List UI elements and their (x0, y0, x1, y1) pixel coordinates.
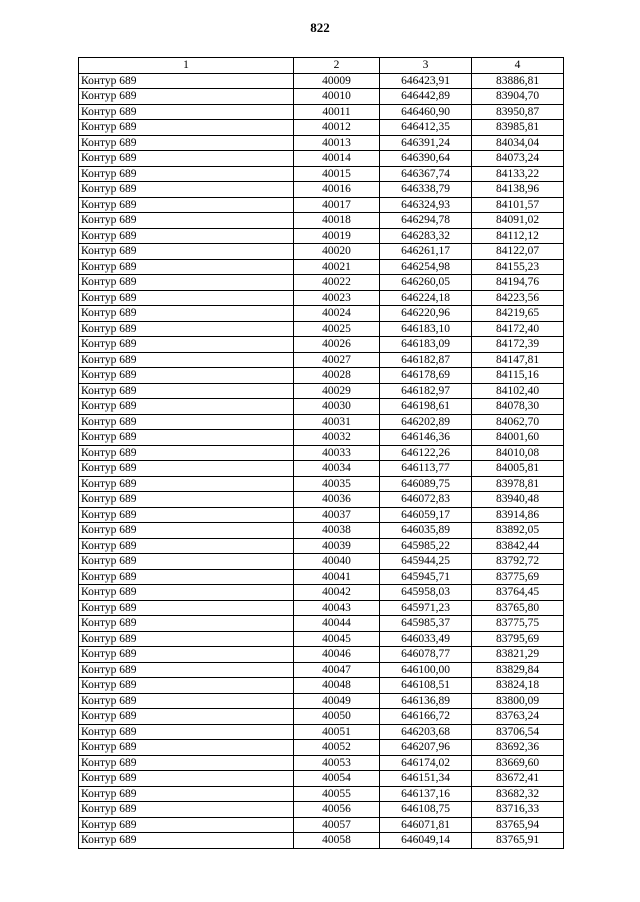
cell-coordinate-y: 84078,30 (472, 399, 564, 415)
cell-coordinate-x: 646089,75 (380, 476, 472, 492)
table-row (79, 693, 564, 709)
cell-coordinate-x: 646174,02 (380, 755, 472, 771)
cell-coordinate-x: 646324,93 (380, 197, 472, 213)
cell-contour-name: Контур 689 (79, 616, 294, 632)
cell-coordinate-y: 84101,57 (472, 197, 564, 213)
cell-contour-name: Контур 689 (79, 786, 294, 802)
cell-coordinate-y: 83800,09 (472, 693, 564, 709)
table-row (79, 771, 564, 787)
cell-coordinate-x: 646220,96 (380, 306, 472, 322)
cell-coordinate-y: 84147,81 (472, 352, 564, 368)
cell-point-number: 40012 (294, 120, 380, 136)
cell-contour-name: Контур 689 (79, 538, 294, 554)
table-row (79, 182, 564, 198)
cell-coordinate-x: 646183,09 (380, 337, 472, 353)
cell-contour-name: Контур 689 (79, 182, 294, 198)
cell-coordinate-y: 83842,44 (472, 538, 564, 554)
cell-point-number: 40053 (294, 755, 380, 771)
cell-point-number: 40010 (294, 89, 380, 105)
cell-coordinate-x: 646182,87 (380, 352, 472, 368)
cell-point-number: 40044 (294, 616, 380, 632)
table-row (79, 476, 564, 492)
table-row (79, 755, 564, 771)
table-row (79, 73, 564, 89)
table-row (79, 166, 564, 182)
cell-contour-name: Контур 689 (79, 709, 294, 725)
cell-contour-name: Контур 689 (79, 693, 294, 709)
table-row (79, 89, 564, 105)
column-header: 4 (472, 58, 564, 74)
cell-point-number: 40054 (294, 771, 380, 787)
cell-coordinate-x: 645944,25 (380, 554, 472, 570)
cell-coordinate-y: 84194,76 (472, 275, 564, 291)
cell-coordinate-x: 646260,05 (380, 275, 472, 291)
table-row (79, 399, 564, 415)
cell-coordinate-x: 646294,78 (380, 213, 472, 229)
cell-coordinate-x: 646151,34 (380, 771, 472, 787)
table-body (79, 73, 564, 848)
table-row (79, 321, 564, 337)
table-row (79, 616, 564, 632)
cell-coordinate-x: 646136,89 (380, 693, 472, 709)
cell-point-number: 40055 (294, 786, 380, 802)
cell-point-number: 40017 (294, 197, 380, 213)
cell-contour-name: Контур 689 (79, 569, 294, 585)
table-row (79, 709, 564, 725)
cell-coordinate-y: 84172,39 (472, 337, 564, 353)
cell-point-number: 40058 (294, 833, 380, 849)
cell-contour-name: Контур 689 (79, 213, 294, 229)
cell-coordinate-y: 84112,12 (472, 228, 564, 244)
cell-point-number: 40026 (294, 337, 380, 353)
cell-contour-name: Контур 689 (79, 244, 294, 260)
cell-point-number: 40019 (294, 228, 380, 244)
cell-point-number: 40018 (294, 213, 380, 229)
cell-point-number: 40047 (294, 662, 380, 678)
cell-point-number: 40013 (294, 135, 380, 151)
cell-coordinate-y: 84102,40 (472, 383, 564, 399)
column-header: 1 (79, 58, 294, 74)
cell-point-number: 40014 (294, 151, 380, 167)
cell-contour-name: Контур 689 (79, 461, 294, 477)
table-row (79, 600, 564, 616)
cell-contour-name: Контур 689 (79, 430, 294, 446)
table-row (79, 383, 564, 399)
cell-coordinate-y: 83765,94 (472, 817, 564, 833)
cell-coordinate-x: 646035,89 (380, 523, 472, 539)
cell-contour-name: Контур 689 (79, 73, 294, 89)
cell-coordinate-x: 646100,00 (380, 662, 472, 678)
coordinates-table (78, 57, 564, 849)
cell-point-number: 40028 (294, 368, 380, 384)
cell-point-number: 40043 (294, 600, 380, 616)
table-row (79, 306, 564, 322)
cell-coordinate-y: 83914,86 (472, 507, 564, 523)
cell-coordinate-y: 84122,07 (472, 244, 564, 260)
cell-point-number: 40020 (294, 244, 380, 260)
cell-contour-name: Контур 689 (79, 600, 294, 616)
cell-point-number: 40016 (294, 182, 380, 198)
cell-point-number: 40034 (294, 461, 380, 477)
cell-contour-name: Контур 689 (79, 151, 294, 167)
table-row (79, 585, 564, 601)
cell-coordinate-x: 646412,35 (380, 120, 472, 136)
cell-coordinate-y: 83672,41 (472, 771, 564, 787)
cell-contour-name: Контур 689 (79, 678, 294, 694)
cell-coordinate-y: 84010,08 (472, 445, 564, 461)
cell-point-number: 40009 (294, 73, 380, 89)
cell-coordinate-x: 646338,79 (380, 182, 472, 198)
cell-coordinate-y: 83824,18 (472, 678, 564, 694)
cell-coordinate-x: 646122,26 (380, 445, 472, 461)
table-row (79, 523, 564, 539)
cell-coordinate-y: 84001,60 (472, 430, 564, 446)
cell-contour-name: Контур 689 (79, 662, 294, 678)
cell-contour-name: Контур 689 (79, 802, 294, 818)
cell-point-number: 40038 (294, 523, 380, 539)
cell-coordinate-x: 645971,23 (380, 600, 472, 616)
cell-contour-name: Контур 689 (79, 383, 294, 399)
cell-coordinate-x: 646108,75 (380, 802, 472, 818)
cell-contour-name: Контур 689 (79, 120, 294, 136)
cell-coordinate-y: 83978,81 (472, 476, 564, 492)
cell-contour-name: Контур 689 (79, 492, 294, 508)
cell-coordinate-x: 646059,17 (380, 507, 472, 523)
cell-contour-name: Контур 689 (79, 833, 294, 849)
table-row (79, 104, 564, 120)
cell-coordinate-x: 646203,68 (380, 724, 472, 740)
table-row (79, 662, 564, 678)
table-row (79, 244, 564, 260)
cell-coordinate-y: 83682,32 (472, 786, 564, 802)
cell-coordinate-x: 646254,98 (380, 259, 472, 275)
cell-point-number: 40041 (294, 569, 380, 585)
cell-coordinate-y: 83763,24 (472, 709, 564, 725)
table-row (79, 538, 564, 554)
cell-coordinate-y: 83775,75 (472, 616, 564, 632)
cell-coordinate-y: 83795,69 (472, 631, 564, 647)
cell-coordinate-x: 645985,22 (380, 538, 472, 554)
cell-contour-name: Контур 689 (79, 631, 294, 647)
cell-point-number: 40022 (294, 275, 380, 291)
cell-coordinate-y: 84172,40 (472, 321, 564, 337)
cell-coordinate-y: 83764,45 (472, 585, 564, 601)
cell-point-number: 40051 (294, 724, 380, 740)
cell-coordinate-x: 646078,77 (380, 647, 472, 663)
cell-coordinate-x: 646178,69 (380, 368, 472, 384)
cell-coordinate-y: 83792,72 (472, 554, 564, 570)
cell-contour-name: Контур 689 (79, 166, 294, 182)
cell-point-number: 40025 (294, 321, 380, 337)
cell-contour-name: Контур 689 (79, 352, 294, 368)
table-row (79, 368, 564, 384)
table-row (79, 228, 564, 244)
table-row (79, 135, 564, 151)
cell-coordinate-y: 83765,80 (472, 600, 564, 616)
cell-contour-name: Контур 689 (79, 740, 294, 756)
cell-point-number: 40011 (294, 104, 380, 120)
table-row (79, 492, 564, 508)
cell-point-number: 40023 (294, 290, 380, 306)
cell-coordinate-y: 83940,48 (472, 492, 564, 508)
cell-point-number: 40049 (294, 693, 380, 709)
table-row (79, 554, 564, 570)
cell-point-number: 40039 (294, 538, 380, 554)
cell-contour-name: Контур 689 (79, 724, 294, 740)
cell-contour-name: Контур 689 (79, 104, 294, 120)
page-number: 822 (310, 20, 330, 35)
cell-coordinate-y: 84138,96 (472, 182, 564, 198)
cell-point-number: 40015 (294, 166, 380, 182)
cell-coordinate-x: 646137,16 (380, 786, 472, 802)
table-row (79, 461, 564, 477)
cell-coordinate-y: 83706,54 (472, 724, 564, 740)
table-row (79, 631, 564, 647)
table-header-row (79, 58, 564, 74)
cell-contour-name: Контур 689 (79, 476, 294, 492)
cell-contour-name: Контур 689 (79, 197, 294, 213)
table-row (79, 786, 564, 802)
cell-point-number: 40035 (294, 476, 380, 492)
cell-point-number: 40029 (294, 383, 380, 399)
cell-coordinate-y: 83669,60 (472, 755, 564, 771)
cell-contour-name: Контур 689 (79, 647, 294, 663)
cell-coordinate-x: 646207,96 (380, 740, 472, 756)
cell-contour-name: Контур 689 (79, 321, 294, 337)
cell-point-number: 40021 (294, 259, 380, 275)
cell-coordinate-x: 646442,89 (380, 89, 472, 105)
cell-coordinate-y: 84155,23 (472, 259, 564, 275)
cell-coordinate-x: 646146,36 (380, 430, 472, 446)
cell-coordinate-y: 83950,87 (472, 104, 564, 120)
cell-contour-name: Контур 689 (79, 337, 294, 353)
cell-contour-name: Контур 689 (79, 275, 294, 291)
cell-point-number: 40048 (294, 678, 380, 694)
cell-coordinate-x: 645945,71 (380, 569, 472, 585)
cell-coordinate-x: 646390,64 (380, 151, 472, 167)
table-row (79, 445, 564, 461)
cell-coordinate-y: 83886,81 (472, 73, 564, 89)
table-row (79, 817, 564, 833)
cell-point-number: 40042 (294, 585, 380, 601)
cell-coordinate-y: 83692,36 (472, 740, 564, 756)
column-header: 3 (380, 58, 472, 74)
cell-point-number: 40027 (294, 352, 380, 368)
cell-point-number: 40040 (294, 554, 380, 570)
cell-coordinate-y: 83821,29 (472, 647, 564, 663)
cell-coordinate-x: 646460,90 (380, 104, 472, 120)
cell-contour-name: Контур 689 (79, 414, 294, 430)
cell-coordinate-y: 83892,05 (472, 523, 564, 539)
table-row (79, 337, 564, 353)
cell-coordinate-y: 83775,69 (472, 569, 564, 585)
cell-coordinate-x: 646198,61 (380, 399, 472, 415)
cell-contour-name: Контур 689 (79, 507, 294, 523)
cell-point-number: 40050 (294, 709, 380, 725)
cell-coordinate-y: 84133,22 (472, 166, 564, 182)
cell-contour-name: Контур 689 (79, 259, 294, 275)
cell-coordinate-x: 646283,32 (380, 228, 472, 244)
cell-coordinate-y: 83904,70 (472, 89, 564, 105)
cell-contour-name: Контур 689 (79, 368, 294, 384)
cell-point-number: 40057 (294, 817, 380, 833)
table-row (79, 259, 564, 275)
cell-contour-name: Контур 689 (79, 89, 294, 105)
cell-point-number: 40033 (294, 445, 380, 461)
table-row (79, 290, 564, 306)
cell-point-number: 40030 (294, 399, 380, 415)
table-row (79, 352, 564, 368)
cell-contour-name: Контур 689 (79, 771, 294, 787)
cell-contour-name: Контур 689 (79, 135, 294, 151)
cell-point-number: 40024 (294, 306, 380, 322)
table-row (79, 569, 564, 585)
cell-coordinate-y: 84005,81 (472, 461, 564, 477)
cell-coordinate-x: 646261,17 (380, 244, 472, 260)
table-row (79, 120, 564, 136)
table-row (79, 647, 564, 663)
cell-contour-name: Контур 689 (79, 817, 294, 833)
cell-point-number: 40052 (294, 740, 380, 756)
cell-coordinate-y: 84034,04 (472, 135, 564, 151)
cell-coordinate-x: 646049,14 (380, 833, 472, 849)
cell-contour-name: Контур 689 (79, 228, 294, 244)
table-row (79, 197, 564, 213)
table-row (79, 275, 564, 291)
cell-coordinate-x: 646391,24 (380, 135, 472, 151)
cell-point-number: 40036 (294, 492, 380, 508)
cell-contour-name: Контур 689 (79, 399, 294, 415)
cell-coordinate-x: 646033,49 (380, 631, 472, 647)
cell-coordinate-x: 646071,81 (380, 817, 472, 833)
cell-coordinate-x: 645985,37 (380, 616, 472, 632)
cell-coordinate-y: 83765,91 (472, 833, 564, 849)
cell-point-number: 40031 (294, 414, 380, 430)
cell-coordinate-y: 83985,81 (472, 120, 564, 136)
cell-contour-name: Контур 689 (79, 755, 294, 771)
cell-contour-name: Контур 689 (79, 554, 294, 570)
table-row (79, 213, 564, 229)
table-row (79, 833, 564, 849)
cell-point-number: 40032 (294, 430, 380, 446)
cell-coordinate-y: 84115,16 (472, 368, 564, 384)
cell-coordinate-x: 646113,77 (380, 461, 472, 477)
cell-coordinate-y: 83829,84 (472, 662, 564, 678)
table-row (79, 507, 564, 523)
cell-coordinate-y: 84091,02 (472, 213, 564, 229)
cell-coordinate-x: 646224,18 (380, 290, 472, 306)
cell-coordinate-y: 84073,24 (472, 151, 564, 167)
cell-coordinate-x: 646367,74 (380, 166, 472, 182)
cell-coordinate-x: 646108,51 (380, 678, 472, 694)
cell-coordinate-y: 83716,33 (472, 802, 564, 818)
cell-coordinate-y: 84223,56 (472, 290, 564, 306)
cell-coordinate-x: 646202,89 (380, 414, 472, 430)
cell-contour-name: Контур 689 (79, 445, 294, 461)
cell-coordinate-y: 84219,65 (472, 306, 564, 322)
cell-point-number: 40045 (294, 631, 380, 647)
table-row (79, 678, 564, 694)
cell-contour-name: Контур 689 (79, 306, 294, 322)
table-row (79, 740, 564, 756)
column-header: 2 (294, 58, 380, 74)
cell-coordinate-x: 646183,10 (380, 321, 472, 337)
table-row (79, 430, 564, 446)
cell-point-number: 40056 (294, 802, 380, 818)
cell-coordinate-x: 645958,03 (380, 585, 472, 601)
cell-coordinate-y: 84062,70 (472, 414, 564, 430)
cell-contour-name: Контур 689 (79, 523, 294, 539)
cell-contour-name: Контур 689 (79, 585, 294, 601)
cell-coordinate-x: 646423,91 (380, 73, 472, 89)
table-row (79, 414, 564, 430)
cell-contour-name: Контур 689 (79, 290, 294, 306)
cell-coordinate-x: 646166,72 (380, 709, 472, 725)
cell-point-number: 40046 (294, 647, 380, 663)
table-row (79, 724, 564, 740)
table-row (79, 802, 564, 818)
table-row (79, 151, 564, 167)
cell-coordinate-x: 646182,97 (380, 383, 472, 399)
cell-point-number: 40037 (294, 507, 380, 523)
cell-coordinate-x: 646072,83 (380, 492, 472, 508)
